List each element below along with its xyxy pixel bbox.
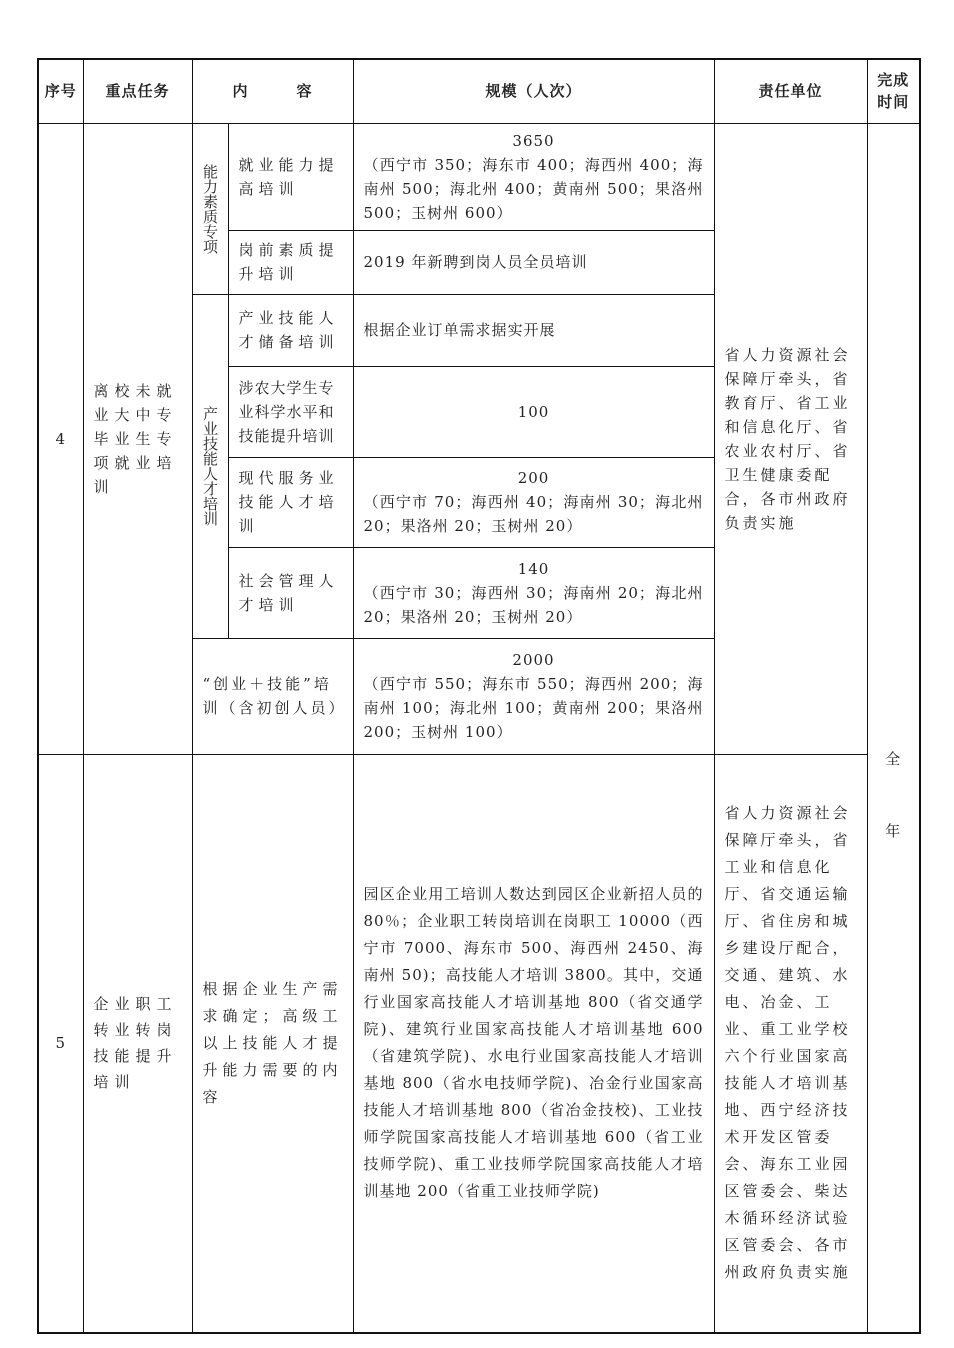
scale-cell: 根据企业订单需求据实开展: [353, 294, 714, 366]
scale-detail: （西宁市 550；海东市 550；海西州 200；海南州 100；海北州 100；黄南州 200；果洛州 200；玉树州 100）: [363, 675, 704, 741]
scale-detail: （西宁市 30；海西州 30；海南州 20；海北州 20；果洛州 20；玉树州 20）: [363, 583, 704, 626]
header-task: 重点任务: [83, 59, 192, 123]
item-name: 岗前素质提升培训: [228, 230, 353, 294]
scale-cell: [353, 638, 714, 754]
training-task-table: [37, 58, 921, 1334]
category-text: 能力素质专项: [201, 163, 219, 254]
item-name: 产业技能人才储备培训: [228, 294, 353, 366]
header-content: 内 容: [192, 59, 353, 123]
table-row: [38, 754, 920, 1333]
finish-char-2: 年: [885, 821, 902, 840]
scale-total: 200: [517, 469, 550, 487]
scale-cell: [353, 547, 714, 638]
scale-detail: （西宁市 350；海东市 400；海西州 400；海南州 500；海北州 400；黄南州 500；果洛州 500；玉树州 600）: [363, 155, 704, 222]
item-name: 现代服务业技能人才培训: [228, 457, 353, 547]
header-scale: 规模（人次）: [353, 59, 714, 123]
scale-cell: 2019 年新聘到岗人员全员培训: [353, 230, 714, 294]
scale-cell: [353, 457, 714, 547]
scale-cell: [353, 123, 714, 230]
header-time: 完成时间: [867, 59, 920, 123]
header-unit: 责任单位: [714, 59, 867, 123]
scale-total: 140: [517, 559, 550, 578]
responsible-unit: 省人力资源社会保障厅牵头，省教育厅、省工业和信息化厅、省农业农村厅、省卫生健康委配合，各市州政府负责实施: [714, 123, 867, 754]
item-name: 就业能力提高培训: [228, 123, 353, 230]
header-no: 序号: [38, 59, 83, 123]
responsible-unit: 省人力资源社会保障厅牵头，省工业和信息化厅、省交通运输厅、省住房和城乡建设厅配合，交通、建筑、水电、冶金、工业、重工业学校六个行业国家高技能人才培训基地、西宁经济技术开发区管委会、海东工业园区管委会、柴达木循环经济试验区管委会、各市州政府负责实施: [714, 754, 867, 1333]
category-text: 产业技能人才培训: [201, 406, 219, 526]
scale-total: 3650: [512, 131, 555, 150]
category-label: [192, 294, 228, 638]
row-number: 5: [38, 754, 83, 1333]
scale-total: 2000: [512, 651, 555, 669]
task-name: 企业职工转业转岗技能提升培训: [83, 754, 192, 1333]
row-number: 4: [38, 123, 83, 754]
scale-cell: 园区企业用工培训人数达到园区企业新招人员的 80％；企业职工转岗培训在岗职工 10000（西宁市 7000、海东市 500、海西州 2450、海南州 50)；高技能人才培训 3800。其中，交通行业国家高技能人才培训基地 800（省交通学院)、建筑行业国家高技能人才培训基地 600（省建筑学院)、水电行业国家高技能人才培训基地 800（省水电技师学院)、冶金行业国家高技能人才培训基地 800（省冶金技校)、工业技师学院国家高技能人才培训基地 600（省工业技师学院)、重工业技师学院国家高技能人才培训基地 200（省重工业技师学院): [353, 754, 714, 1333]
item-name: 涉农大学生专业科学水平和技能提升培训: [228, 366, 353, 457]
scale-detail: （西宁市 70；海西州 40；海南州 30；海北州 20；果洛州 20；玉树州 20）: [363, 493, 704, 535]
item-name: “创业＋技能”培训（含初创人员）: [192, 638, 353, 754]
finish-time-cell: [867, 123, 920, 1333]
table-row: [38, 123, 920, 230]
task-name: 离校未就业大中专毕业生专项就业培训: [83, 123, 192, 754]
table-header-row: [38, 59, 920, 123]
content-cell: 根据企业生产需求确定；高级工以上技能人才提升能力需要的内容: [192, 754, 353, 1333]
item-name: 社会管理人才培训: [228, 547, 353, 638]
finish-char-1: 全: [885, 749, 902, 768]
document-page: [37, 58, 919, 1332]
scale-cell: 100: [353, 366, 714, 457]
category-label: [192, 123, 228, 294]
